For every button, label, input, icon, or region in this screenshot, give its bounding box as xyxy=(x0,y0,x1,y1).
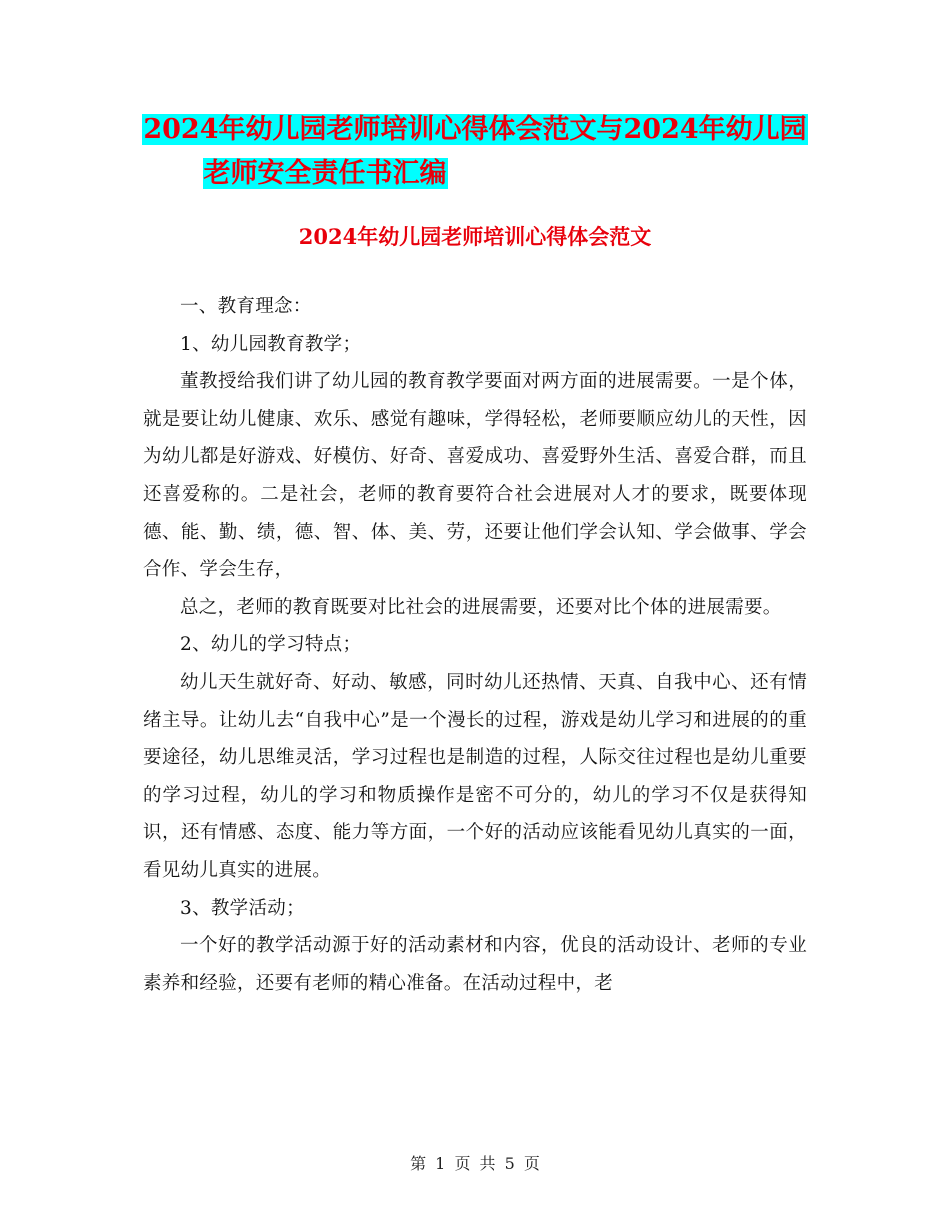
paragraph: 一个好的教学活动源于好的活动素材和内容，优良的活动设计、老师的专业素养和经验，还要有老师的精心准备。在活动过程中，老 xyxy=(143,935,807,994)
paragraph: 董教授给我们讲了幼儿园的教育教学要面对两方面的进展需要。一是个体，就是要让幼儿健康、欢乐、感觉有趣味，学得轻松，老师要顺应幼儿的天性，因为幼儿都是好游戏、好模仿、好奇、喜爱成功、喜爱野外生活、喜爱合群，而且还喜爱称的。二是社会，老师的教育要符合社会进展对人才的要求，既要体现德、能、勤、绩，德、智、体、美、劳，还要让他们学会认知、学会做事、学会合作、学会生存， xyxy=(143,371,807,581)
paragraph-heading-teaching-activities: 3、教学活动； xyxy=(180,897,305,919)
paragraph-heading-education-philosophy: 一、教育理念： xyxy=(180,296,312,317)
paragraph: 总之，老师的教育既要对比社会的进展需要，还要对比个体的进展需要。 xyxy=(180,596,782,618)
title-highlight: 2024年幼儿园老师培训心得体会范文与2024年幼儿园 xyxy=(143,114,807,145)
title-highlight: 老师安全责任书汇编 xyxy=(203,158,447,189)
page-number-footer: 第 1 页 共 5 页 xyxy=(410,1154,540,1173)
document-title-line-2 xyxy=(0,152,800,196)
document-body xyxy=(143,288,807,1002)
section-title: 2024年幼儿园老师培训心得体会范文 xyxy=(298,224,652,249)
document-title-line-1 xyxy=(0,108,950,152)
paragraph: 幼儿天生就好奇、好动、敏感，同时幼儿还热情、天真、自我中心、还有情绪主导。让幼儿去“自我中心”是一个漫长的过程，游戏是幼儿学习和进展的的重要途径，幼儿思维灵活，学习过程也是制造的过程，人际交往过程也是幼儿重要的学习过程，幼儿的学习和物质操作是密不可分的，幼儿的学习不仅是获得知识，还有情感、态度、能力等方面，一个好的活动应该能看见幼儿真实的一面，看见幼儿真实的进展。 xyxy=(143,671,807,881)
paragraph-heading-learning-traits: 2、幼儿的学习特点； xyxy=(180,634,362,656)
paragraph-heading-kindergarten-teaching: 1、幼儿园教育教学； xyxy=(180,333,362,355)
